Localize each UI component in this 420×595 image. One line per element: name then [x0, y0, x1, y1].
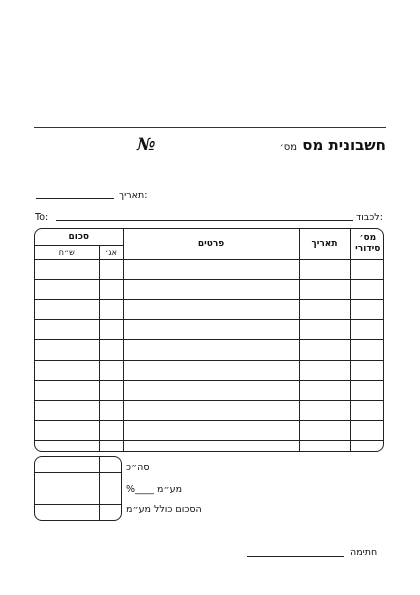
serial-header: [350, 229, 384, 259]
table-row[interactable]: [35, 360, 384, 380]
table-row[interactable]: [35, 441, 384, 451]
vat-label: מע״מ ____%: [126, 484, 183, 495]
invoice-title-text: חשבונית מס: [302, 136, 386, 154]
subtotal-label: סה״כ: [126, 462, 150, 473]
total-incl-vat-label: הסכום כולל מע״מ: [126, 504, 202, 515]
table-row[interactable]: [35, 279, 384, 299]
vat-row[interactable]: [35, 473, 122, 505]
recipient-line[interactable]: [56, 220, 353, 221]
table-row[interactable]: [35, 380, 384, 400]
agorot-header: אג׳: [99, 245, 123, 259]
shekel-header: ש״ח: [35, 245, 99, 259]
date-header: תאריך: [299, 229, 350, 259]
signature-line[interactable]: [247, 556, 344, 557]
table-row[interactable]: [35, 421, 384, 441]
table-row[interactable]: [35, 400, 384, 420]
amount-header: סכום: [35, 229, 123, 245]
totals-box: [34, 456, 122, 521]
header-divider: [34, 127, 386, 128]
table-row[interactable]: [35, 259, 384, 279]
total-row[interactable]: [35, 504, 122, 520]
serial-header-line1: מס׳: [359, 232, 377, 243]
table-row[interactable]: [35, 340, 384, 360]
invoice-title: [280, 136, 386, 154]
table-row[interactable]: [35, 299, 384, 319]
signature-label: חתימה: [350, 547, 378, 558]
subtotal-row[interactable]: [35, 457, 122, 473]
invoice-items-table: [34, 228, 384, 452]
number-sign: №: [137, 135, 156, 155]
serial-header-line2: סידורי: [355, 243, 381, 254]
table-row[interactable]: [35, 320, 384, 340]
invoice-number-label: מס׳: [279, 142, 298, 153]
date-label: תאריך:: [119, 190, 148, 201]
to-label-he: לכבוד:: [356, 212, 383, 223]
details-header: פרטים: [123, 229, 299, 259]
date-line[interactable]: [36, 198, 114, 199]
to-label-en: To:: [35, 212, 49, 223]
